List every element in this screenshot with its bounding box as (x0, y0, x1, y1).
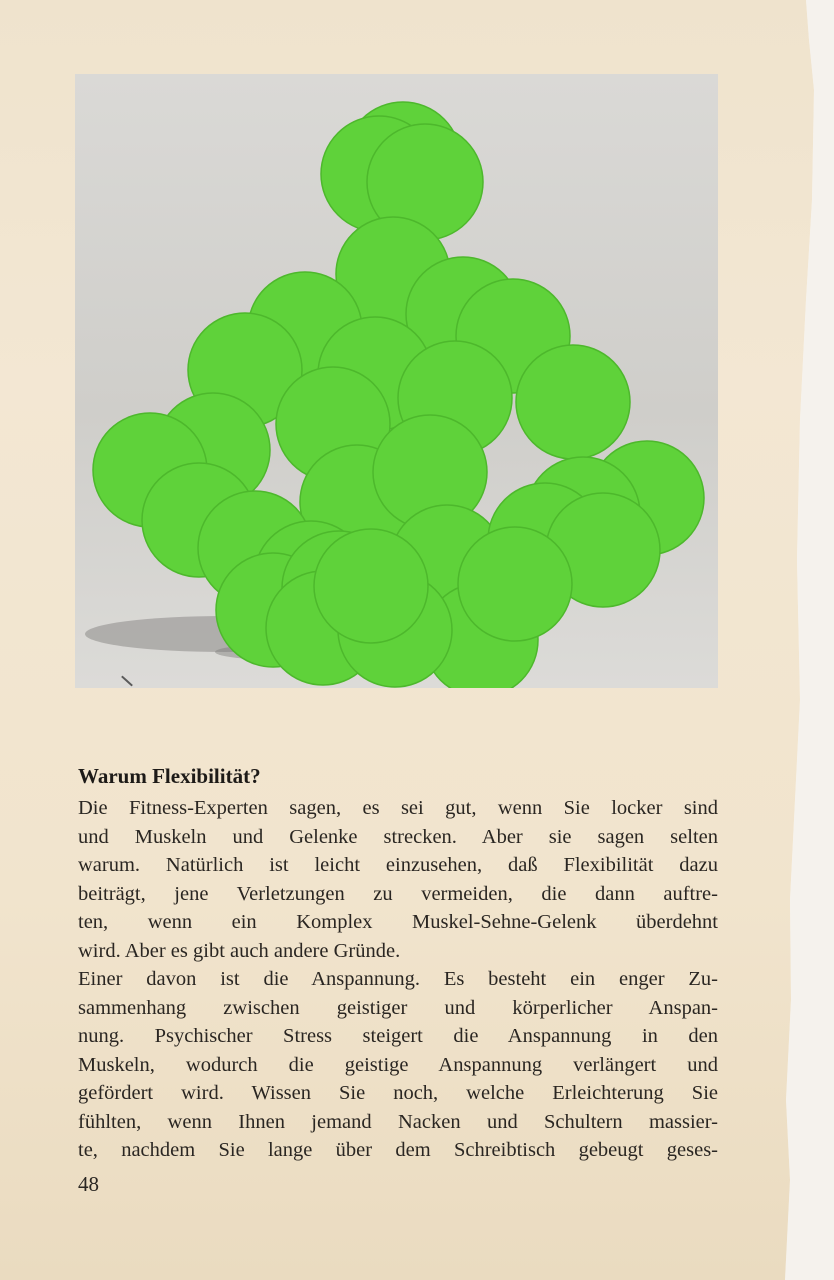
body-line: Die Fitness-Experten sagen, es sei gut, wenn Sie locker sind (78, 797, 718, 819)
body-line: sammenhang zwischen geistiger und körperlicher Anspan- (78, 996, 718, 1019)
body-line: ten, wenn ein Komplex Muskel-Sehne-Gelenk überdehnt (78, 911, 718, 933)
body-line: wird. Aber es gibt auch andere Gründe. (78, 939, 401, 962)
section-heading: Warum Flexibilität? (78, 764, 261, 788)
green-disc (516, 345, 630, 459)
disc-sculpture-illustration (75, 74, 718, 688)
article-body (78, 794, 718, 1165)
body-line: te, nachdem Sie lange über dem Schreibtisch gebeugt geses- (78, 1139, 718, 1161)
green-disc (458, 527, 572, 641)
body-line: und Muskeln und Gelenke strecken. Aber sie sagen selten (78, 825, 718, 848)
body-line: nung. Psychischer Stress steigert die Anspannung in den (78, 1025, 718, 1047)
page-number: 48 (78, 1172, 99, 1196)
body-line: beiträgt, jene Verletzungen zu vermeiden, die dann auftre- (78, 882, 718, 905)
body-line: gefördert wird. Wissen Sie noch, welche Erleichterung Sie (78, 1082, 718, 1104)
body-line: Muskeln, wodurch die geistige Anspannung verlängert und (78, 1053, 718, 1076)
photo-green-disc-sculpture (75, 74, 718, 688)
body-line: Einer davon ist die Anspannung. Es besteht ein enger Zu- (78, 968, 718, 990)
green-disc (314, 529, 428, 643)
body-line: fühlten, wenn Ihnen jemand Nacken und Schultern massier- (78, 1110, 718, 1133)
body-line: warum. Natürlich ist leicht einzusehen, daß Flexibilität dazu (78, 854, 718, 876)
